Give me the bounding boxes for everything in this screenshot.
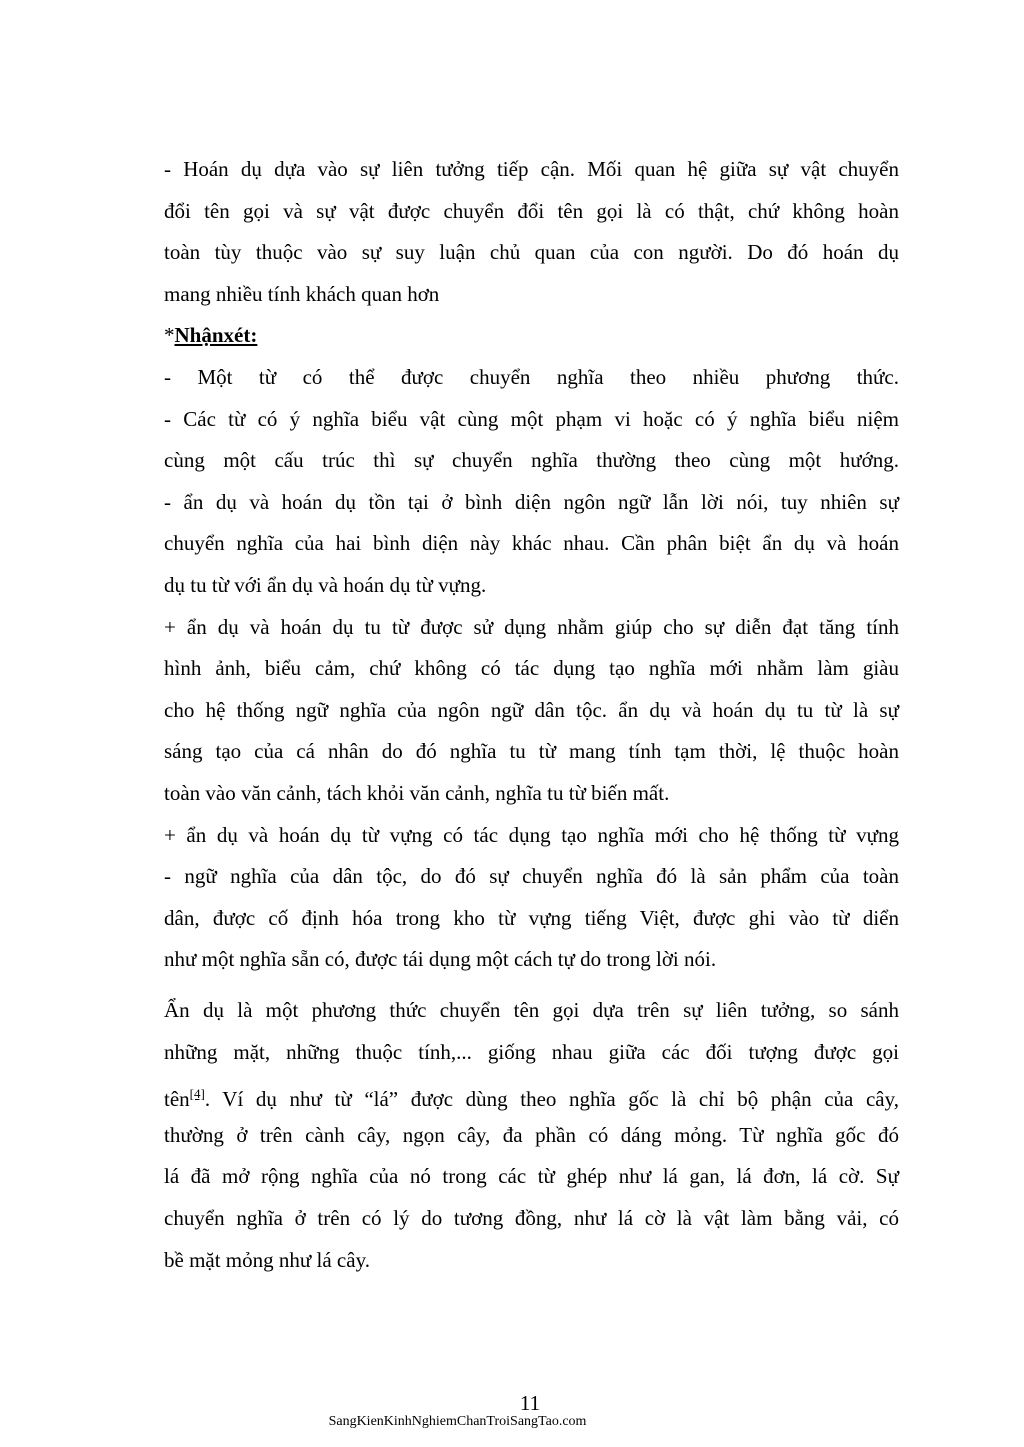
- paragraph-line: bề mặt mỏng như lá cây.: [164, 1247, 370, 1272]
- line-remainder: . Ví dụ như từ “lá” được dùng theo nghĩa gốc là chỉ bộ phận của cây,: [204, 1087, 899, 1112]
- citation-reference-link[interactable]: [4]: [189, 1086, 205, 1102]
- page-number: 11: [519, 1391, 541, 1415]
- paragraph-line: chuyển nghĩa ở trên có lý do tương đồng, như lá cờ là vật làm bằng vải, có: [164, 1205, 899, 1230]
- note-heading-line: [164, 315, 899, 357]
- paragraph-line: mang nhiều tính khách quan hơn: [164, 281, 440, 306]
- paragraph-line: cho hệ thống ngữ nghĩa của ngôn ngữ dân tộc. ẩn dụ và hoán dụ tu từ là sự: [164, 697, 899, 722]
- paragraph-line: Ẩn dụ là một phương thức chuyển tên gọi dựa trên sự liên tưởng, so sánh: [164, 998, 899, 1022]
- paragraph-line: + ẩn dụ và hoán dụ tu từ được sử dụng nhằm giúp cho sự diễn đạt tăng tính: [164, 614, 899, 639]
- paragraph-line: dân, được cố định hóa trong kho từ vựng tiếng Việt, được ghi vào từ diển: [164, 905, 899, 930]
- paragraph-line: - ngữ nghĩa của dân tộc, do đó sự chuyển nghĩa đó là sản phẩm của toàn: [164, 864, 899, 889]
- paragraph-line: + ẩn dụ và hoán dụ từ vựng có tác dụng tạo nghĩa mới cho hệ thống từ vựng: [164, 822, 899, 847]
- paragraph-line: toàn vào văn cảnh, tách khỏi văn cảnh, nghĩa tu từ biến mất.: [164, 780, 670, 805]
- paragraph-line: - ẩn dụ và hoán dụ tồn tại ở bình diện ngôn ngữ lẫn lời nói, tuy nhiên sự: [164, 489, 899, 514]
- paragraph-line: lá đã mở rộng nghĩa của nó trong các từ ghép như lá gan, lá đơn, lá cờ. Sự: [164, 1164, 899, 1189]
- paragraph-line: cùng một cấu trúc thì sự chuyển nghĩa thường theo cùng một hướng.: [164, 448, 899, 473]
- paragraph-line: sáng tạo của cá nhân do đó nghĩa tu từ mang tính tạm thời, lệ thuộc hoàn: [164, 739, 899, 764]
- body-text-block-2: [164, 990, 899, 1281]
- paragraph-line: chuyển nghĩa của hai bình diện này khác nhau. Cần phân biệt ẩn dụ và hoán: [164, 531, 899, 556]
- paragraph-line: dụ tu từ với ẩn dụ và hoán dụ từ vựng.: [164, 572, 487, 597]
- body-text-block-1: [164, 149, 899, 981]
- paragraph-line: hình ảnh, biểu cảm, chứ không có tác dụng tạo nghĩa mới nhằm làm giàu: [164, 656, 899, 681]
- paragraph-line: [164, 1073, 899, 1115]
- footer-site-text: SangKienKinhNghiemChanTroiSangTao.com: [328, 1414, 587, 1429]
- asterisk-marker: *: [164, 323, 175, 348]
- paragraph-line: - Hoán dụ dựa vào sự liên tưởng tiếp cận. Mối quan hệ giữa sự vật chuyển: [164, 157, 899, 181]
- paragraph-line: - Một từ có thể được chuyển nghĩa theo nhiều phương thức.: [164, 364, 899, 389]
- paragraph-line: thường ở trên cành cây, ngọn cây, đa phần có dáng mỏng. Từ nghĩa gốc đó: [164, 1122, 899, 1147]
- paragraph-line: đổi tên gọi và sự vật được chuyển đổi tên gọi là có thật, chứ không hoàn: [164, 198, 899, 223]
- word-ten: tên: [164, 1087, 190, 1112]
- paragraph-line: những mặt, những thuộc tính,... giống nhau giữa các đối tượng được gọi: [164, 1039, 899, 1064]
- paragraph-line: như một nghĩa sẵn có, được tái dụng một cách tự do trong lời nói.: [164, 947, 717, 972]
- paragraph-line: toàn tùy thuộc vào sự suy luận chủ quan của con người. Do đó hoán dụ: [164, 240, 899, 265]
- paragraph-line: - Các từ có ý nghĩa biểu vật cùng một phạm vi hoặc có ý nghĩa biểu niệm: [164, 406, 899, 431]
- note-heading: Nhậnxét:: [174, 323, 258, 348]
